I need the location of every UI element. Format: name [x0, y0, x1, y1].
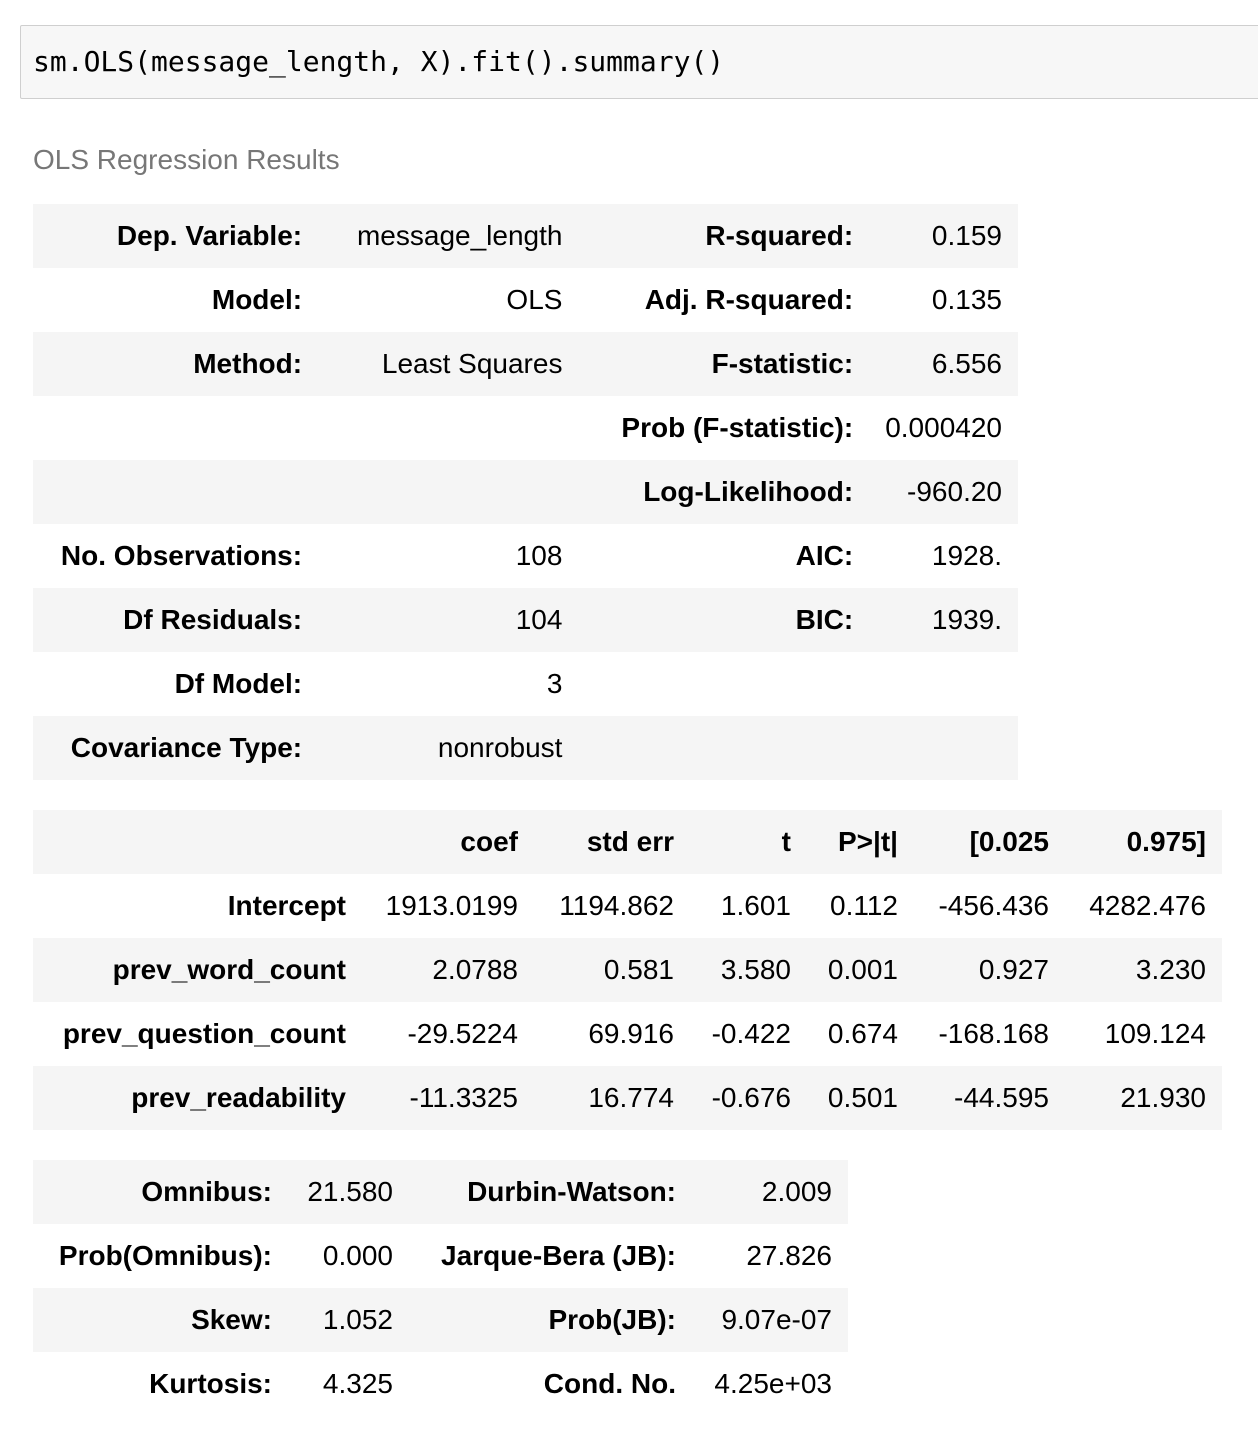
row-label: Durbin-Watson: [467, 1176, 676, 1207]
column-header: 0.975] [1126, 826, 1206, 857]
ci-low-value: -168.168 [938, 1018, 1049, 1049]
table-row [33, 332, 1018, 396]
row-label: Jarque-Bera (JB): [441, 1240, 676, 1271]
table-header-row [33, 810, 1222, 874]
row-value: 0.000 [322, 1240, 393, 1271]
coef-value: 1913.0199 [385, 890, 518, 921]
model-summary-table [33, 204, 1018, 780]
row-value: message_length [356, 220, 563, 251]
row-label: Kurtosis: [149, 1368, 272, 1399]
row-value: 1928. [931, 540, 1002, 571]
table-row [33, 652, 1018, 716]
row-value: 6.556 [931, 348, 1002, 379]
p-value: 0.501 [827, 1082, 898, 1113]
row-label: prev_readability [131, 1082, 346, 1113]
coef-value: 2.0788 [432, 954, 518, 985]
row-label: Intercept [227, 890, 346, 921]
row-value: 1.052 [322, 1304, 393, 1335]
table-row [33, 460, 1018, 524]
row-label: Covariance Type: [70, 732, 303, 763]
row-value: 108 [515, 540, 563, 571]
diagnostics-table [33, 1160, 848, 1416]
row-label: Prob(JB): [548, 1304, 676, 1335]
table-row [33, 1224, 848, 1288]
row-label [33, 396, 318, 460]
row-label: Skew: [191, 1304, 272, 1335]
row-label: Model: [211, 284, 303, 315]
row-value: -960.20 [907, 476, 1002, 507]
coef-value: -11.3325 [409, 1082, 518, 1113]
table-row [33, 588, 1018, 652]
row-value: 0.135 [931, 284, 1002, 315]
row-label: Prob (F-statistic): [621, 412, 854, 443]
t-value: -0.422 [711, 1018, 791, 1049]
table-caption: OLS Regression Results [33, 144, 340, 175]
row-label: Adj. R-squared: [644, 284, 854, 315]
table-row [33, 204, 1018, 268]
table-row [33, 1288, 848, 1352]
row-label: Method: [193, 348, 303, 379]
ci-high-value: 21.930 [1120, 1082, 1206, 1113]
code-cell-input[interactable] [20, 25, 1258, 99]
table-row [33, 396, 1018, 460]
row-value [869, 652, 1018, 716]
row-label [578, 652, 869, 716]
row-label: AIC: [795, 540, 854, 571]
column-header [33, 810, 362, 874]
table-row [33, 716, 1018, 780]
p-value: 0.674 [827, 1018, 898, 1049]
coef-value: -29.5224 [407, 1018, 518, 1049]
t-value: -0.676 [711, 1082, 791, 1113]
ci-high-value: 3.230 [1135, 954, 1206, 985]
row-label: prev_question_count [62, 1018, 346, 1049]
row-label: Cond. No. [543, 1368, 676, 1399]
row-label: Prob(Omnibus): [58, 1240, 272, 1271]
row-value: 21.580 [307, 1176, 393, 1207]
row-value: 0.000420 [885, 412, 1002, 443]
ci-low-value: -456.436 [938, 890, 1049, 921]
std-err-value: 16.774 [588, 1082, 674, 1113]
code-cell-source[interactable]: sm.OLS(message_length, X).fit().summary() [33, 45, 725, 78]
row-label: Df Model: [174, 668, 303, 699]
row-value [318, 460, 578, 524]
std-err-value: 1194.862 [559, 890, 674, 921]
table-row [33, 1066, 1222, 1130]
row-label [578, 716, 869, 780]
table-row [33, 1160, 848, 1224]
table-row [33, 938, 1222, 1002]
row-value: 3 [546, 668, 563, 699]
table-row [33, 1002, 1222, 1066]
row-label [33, 460, 318, 524]
column-header: [0.025 [969, 826, 1049, 857]
table-row [33, 1352, 848, 1416]
row-label: BIC: [795, 604, 854, 635]
row-value: 4.325 [322, 1368, 393, 1399]
column-header: coef [460, 826, 518, 857]
row-label: Dep. Variable: [116, 220, 303, 251]
table-row [33, 268, 1018, 332]
row-label: Df Residuals: [123, 604, 303, 635]
row-value: OLS [506, 284, 563, 315]
p-value: 0.112 [830, 890, 898, 921]
row-value: 104 [515, 604, 563, 635]
row-value: 2.009 [761, 1176, 832, 1207]
column-header: t [781, 826, 791, 857]
ci-low-value: 0.927 [978, 954, 1049, 985]
ci-high-value: 109.124 [1104, 1018, 1206, 1049]
row-value: 1939. [931, 604, 1002, 635]
row-label: No. Observations: [60, 540, 303, 571]
row-label: F-statistic: [711, 348, 854, 379]
row-value: nonrobust [437, 732, 563, 763]
p-value: 0.001 [827, 954, 898, 985]
row-label: Omnibus: [141, 1176, 272, 1207]
row-value: 0.159 [931, 220, 1002, 251]
row-value: Least Squares [381, 348, 563, 379]
row-value: 4.25e+03 [714, 1368, 832, 1399]
ci-high-value: 4282.476 [1089, 890, 1206, 921]
row-label: Log-Likelihood: [643, 476, 854, 507]
row-value: 9.07e-07 [721, 1304, 832, 1335]
column-header: std err [586, 826, 674, 857]
row-value [318, 396, 578, 460]
t-value: 1.601 [720, 890, 791, 921]
std-err-value: 69.916 [588, 1018, 674, 1049]
coefficients-table [33, 810, 1222, 1130]
column-header: P>|t| [837, 826, 898, 857]
row-value: 27.826 [746, 1240, 832, 1271]
row-label: prev_word_count [112, 954, 346, 985]
row-label: R-squared: [705, 220, 854, 251]
std-err-value: 0.581 [603, 954, 674, 985]
ci-low-value: -44.595 [954, 1082, 1049, 1113]
row-value [869, 716, 1018, 780]
table-row [33, 524, 1018, 588]
t-value: 3.580 [720, 954, 791, 985]
table-row [33, 874, 1222, 938]
